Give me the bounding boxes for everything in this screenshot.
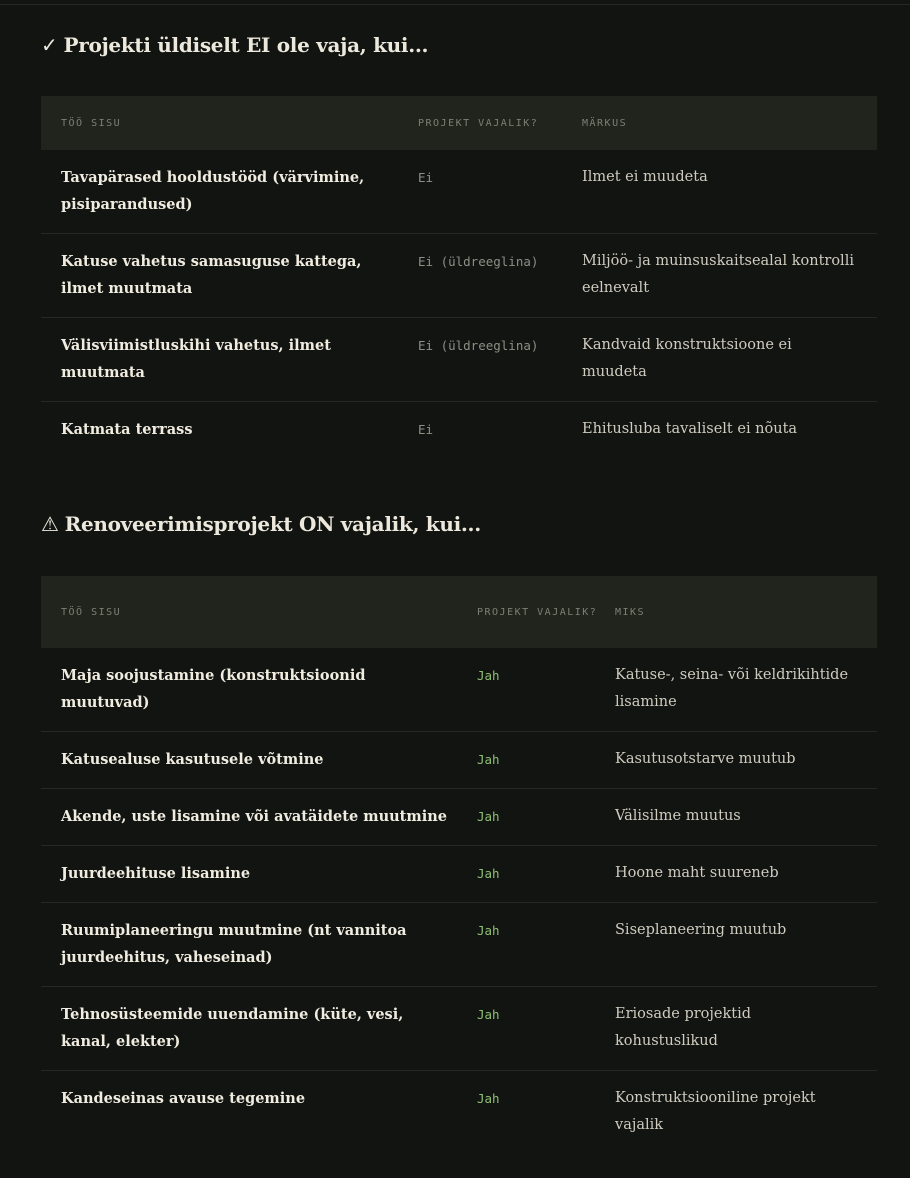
column-header-note: MÄRKUS <box>582 117 628 129</box>
table-row <box>41 402 877 459</box>
table-row <box>41 987 877 1071</box>
section-project-required <box>41 509 877 1154</box>
table-header-row <box>41 576 877 648</box>
table-row <box>41 903 877 987</box>
need-cell: Jah <box>477 648 615 732</box>
work-cell: Juurdeehituse lisamine <box>41 846 477 903</box>
work-cell: Maja soojustamine (konstruktsioonid muutuvad) <box>41 648 477 732</box>
need-cell: Jah <box>477 732 615 789</box>
work-cell: Katusealuse kasutusele võtmine <box>41 732 477 789</box>
work-cell: Tehnosüsteemide uuendamine (küte, vesi, kanal, elekter) <box>41 987 477 1071</box>
work-cell: Tavapärased hooldustööd (värvimine, pisiparandused) <box>41 150 418 234</box>
note-cell: Ehitusluba tavaliselt ei nõuta <box>582 421 798 437</box>
need-cell: Jah <box>477 903 615 987</box>
work-cell: Kandeseinas avause tegemine <box>61 1090 306 1107</box>
section-title-text: Renoveerimisprojekt ON vajalik, kui... <box>64 512 481 536</box>
need-cell: Jah <box>477 846 615 903</box>
column-header-need: PROJEKT VAJALIK? <box>418 117 539 129</box>
warning-icon: ⚠ <box>41 512 59 536</box>
table-row <box>41 150 877 234</box>
table-header-row <box>41 96 877 150</box>
table-row <box>41 648 877 732</box>
table-row <box>41 234 877 318</box>
need-cell: Ei (üldreeglina) <box>418 234 582 318</box>
section-title-text: Projekti üldiselt EI ole vaja, kui... <box>63 33 429 57</box>
table-no-project <box>41 96 877 458</box>
reason-cell: Välisilme muutus <box>615 789 877 846</box>
table-row <box>41 789 877 846</box>
top-divider <box>0 4 910 5</box>
reason-cell: Kasutusotstarve muutub <box>615 732 877 789</box>
column-header-work: TÖÖ SISU <box>61 117 122 129</box>
need-cell: Jah <box>477 987 615 1071</box>
table-row <box>41 318 877 402</box>
need-cell: Ei <box>418 422 434 437</box>
checkmark-icon: ✓ <box>41 33 58 57</box>
section-no-project-needed <box>41 30 877 458</box>
need-cell: Jah <box>477 789 615 846</box>
reason-cell: Konstruktsiooniline projekt vajalik <box>615 1090 816 1133</box>
section-title <box>41 509 877 539</box>
note-cell: Kandvaid konstruktsioone ei muudeta <box>582 318 877 402</box>
need-cell: Ei (üldreeglina) <box>418 318 582 402</box>
column-header-need: PROJEKT VAJALIK? <box>477 606 598 618</box>
section-title <box>41 30 877 60</box>
note-cell: Ilmet ei muudeta <box>582 150 877 234</box>
reason-cell: Eriosade projektid kohustuslikud <box>615 987 877 1071</box>
note-cell: Miljöö- ja muinsuskaitsealal kontrolli eelnevalt <box>582 234 877 318</box>
work-cell: Akende, uste lisamine või avatäidete muutmine <box>41 789 477 846</box>
table-project-required <box>41 576 877 1154</box>
table-row <box>41 732 877 789</box>
work-cell: Katuse vahetus samasuguse kattega, ilmet muutmata <box>41 234 418 318</box>
reason-cell: Hoone maht suureneb <box>615 846 877 903</box>
work-cell: Katmata terrass <box>61 421 193 438</box>
need-cell: Ei <box>418 150 582 234</box>
reason-cell: Katuse-, seina- või keldrikihtide lisamine <box>615 648 877 732</box>
work-cell: Ruumiplaneeringu muutmine (nt vannitoa juurdeehitus, vaheseinad) <box>41 903 477 987</box>
need-cell: Jah <box>477 1091 500 1106</box>
table-row <box>41 846 877 903</box>
work-cell: Välisviimistluskihi vahetus, ilmet muutmata <box>41 318 418 402</box>
reason-cell: Siseplaneering muutub <box>615 903 877 987</box>
column-header-work: TÖÖ SISU <box>61 606 122 618</box>
column-header-reason: MIKS <box>615 606 646 618</box>
table-row <box>41 1071 877 1155</box>
